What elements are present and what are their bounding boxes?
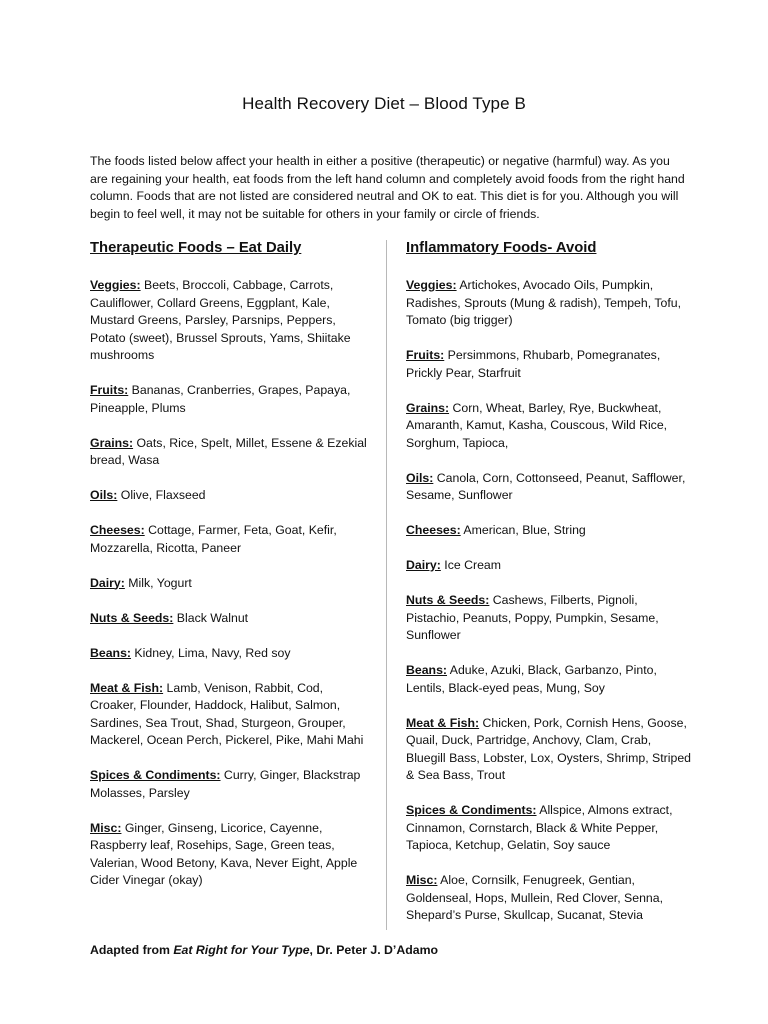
section-text: Oats, Rice, Spelt, Millet, Essene & Ezekial bread, Wasa — [90, 435, 367, 467]
source-citation — [90, 943, 438, 957]
section-label: Fruits: — [406, 348, 445, 362]
section-text: Persimmons, Rhubarb, Pomegranates, Prickly Pear, Starfruit — [406, 348, 661, 380]
section-text: Aduke, Azuki, Black, Garbanzo, Pinto, Lentils, Black-eyed peas, Mung, Soy — [406, 663, 657, 695]
section-label: Beans: — [406, 663, 448, 677]
section-label: Oils: — [90, 488, 118, 502]
section-label: Nuts & Seeds: — [406, 593, 490, 607]
section-text: Allspice, Almons extract, Cinnamon, Cornstarch, Black & White Pepper, Tapioca, Ketchup, Gelatin, Soy sauce — [406, 803, 673, 852]
inflammatory-heading: Inflammatory Foods- Avoid — [406, 240, 597, 256]
therapeutic-spices — [90, 767, 372, 802]
section-label: Misc: — [406, 873, 438, 887]
section-label: Meat & Fish: — [406, 715, 480, 730]
therapeutic-dairy — [90, 575, 372, 593]
inflammatory-fruits — [406, 347, 691, 382]
section-label: Spices & Condiments: — [90, 768, 221, 782]
section-text: Milk, Yogurt — [124, 575, 192, 590]
inflammatory-meat-fish — [406, 715, 691, 785]
section-text: Black Walnut — [173, 610, 249, 625]
section-text: Artichokes, Avocado Oils, Pumpkin, Radishes, Sprouts (Mung & radish), Tempeh, Tofu, Tomato (big trigger) — [406, 278, 681, 327]
therapeutic-nuts-seeds — [90, 610, 372, 628]
therapeutic-misc — [90, 820, 372, 890]
therapeutic-meat-fish — [90, 680, 372, 750]
section-text: Cottage, Farmer, Feta, Goat, Kefir, Mozzarella, Ricotta, Paneer — [90, 523, 337, 555]
page-title: Health Recovery Diet – Blood Type B — [242, 94, 526, 113]
section-text: Beets, Broccoli, Cabbage, Carrots, Cauliflower, Collard Greens, Eggplant, Kale, Mustard Greens, Parsley, Parsnips, Peppers, Potato (sweet), Brussel Sprouts, Yams, Shiitake mushrooms — [90, 278, 351, 362]
citation-prefix: Adapted from — [90, 943, 174, 957]
section-text: Aloe, Cornsilk, Fenugreek, Gentian, Goldenseal, Hops, Mullein, Red Clover, Senna, Shepard’s Purse, Skullcap, Sucanat, Stevia — [406, 873, 664, 922]
therapeutic-oils — [90, 487, 372, 505]
inflammatory-nuts-seeds — [406, 592, 691, 645]
inflammatory-column — [406, 238, 691, 942]
inflammatory-dairy — [406, 557, 691, 575]
section-text: Chicken, Pork, Cornish Hens, Goose, Quail, Duck, Partridge, Anchovy, Clam, Crab, Bluegill Bass, Lobster, Lox, Oysters, Shrimp, Striped & Sea Bass, Trout — [406, 715, 692, 782]
inflammatory-spices — [406, 802, 691, 855]
section-text: Curry, Ginger, Blackstrap Molasses, Parsley — [90, 768, 361, 800]
section-label: Veggies: — [406, 278, 457, 292]
therapeutic-veggies — [90, 277, 372, 365]
therapeutic-column — [90, 238, 372, 907]
therapeutic-heading: Therapeutic Foods – Eat Daily — [90, 240, 302, 256]
section-text: Bananas, Cranberries, Grapes, Papaya, Pineapple, Plums — [90, 383, 351, 415]
section-label: Nuts & Seeds: — [90, 610, 174, 625]
section-label: Beans: — [90, 645, 132, 660]
section-label: Cheeses: — [90, 523, 145, 537]
inflammatory-cheeses — [406, 522, 691, 540]
section-text: Lamb, Venison, Rabbit, Cod, Croaker, Flounder, Haddock, Halibut, Salmon, Sardines, Sea Trout, Shad, Sturgeon, Grouper, Mackerel, Ocean Perch, Pickerel, Pike, Mahi Mahi — [90, 680, 364, 747]
section-text: Kidney, Lima, Navy, Red soy — [131, 645, 291, 660]
therapeutic-cheeses — [90, 522, 372, 557]
section-label: Fruits: — [90, 383, 129, 397]
section-text: Canola, Corn, Cottonseed, Peanut, Safflower, Sesame, Sunflower — [406, 470, 686, 502]
section-label: Misc: — [90, 820, 122, 835]
section-text: American, Blue, String — [460, 523, 586, 537]
inflammatory-veggies — [406, 277, 691, 330]
therapeutic-fruits — [90, 382, 372, 417]
section-text: Ice Cream — [440, 558, 501, 572]
inflammatory-grains — [406, 400, 691, 453]
section-label: Dairy: — [406, 558, 441, 572]
inflammatory-misc — [406, 872, 691, 925]
column-divider — [386, 240, 387, 930]
section-label: Meat & Fish: — [90, 680, 164, 695]
section-label: Cheeses: — [406, 523, 461, 537]
section-text: Cashews, Filberts, Pignoli, Pistachio, Peanuts, Poppy, Pumpkin, Sesame, Sunflower — [406, 593, 659, 642]
therapeutic-beans — [90, 645, 372, 663]
therapeutic-grains — [90, 435, 372, 470]
section-text: Olive, Flaxseed — [117, 488, 206, 502]
section-label: Spices & Condiments: — [406, 803, 537, 817]
citation-author: , Dr. Peter J. D’Adamo — [309, 943, 439, 957]
section-label: Veggies: — [90, 278, 141, 292]
section-label: Grains: — [406, 400, 450, 415]
citation-book-title: Eat Right for Your Type — [173, 943, 310, 957]
section-label: Grains: — [90, 435, 134, 450]
section-label: Dairy: — [90, 575, 125, 590]
section-label: Oils: — [406, 470, 434, 485]
inflammatory-beans — [406, 662, 691, 697]
intro-paragraph: The foods listed below affect your health in either a positive (therapeutic) or negative (harmful) way. As you are regaining your health, eat foods from the left hand column and completely avoid foods from the right hand column. Foods that are not listed are considered neutral and OK to eat. This diet is for you. Although you will begin to feel well, it may not be suitable for others in your family or circle of friends. — [90, 154, 685, 221]
section-text: Ginger, Ginseng, Licorice, Cayenne, Raspberry leaf, Rosehips, Sage, Green teas, Valerian, Wood Betony, Kava, Never Eight, Apple Cider Vinegar (okay) — [90, 820, 358, 887]
section-text: Corn, Wheat, Barley, Rye, Buckwheat, Amaranth, Kamut, Kasha, Couscous, Wild Rice, Sorghum, Tapioca, — [406, 400, 668, 450]
inflammatory-oils — [406, 470, 691, 505]
